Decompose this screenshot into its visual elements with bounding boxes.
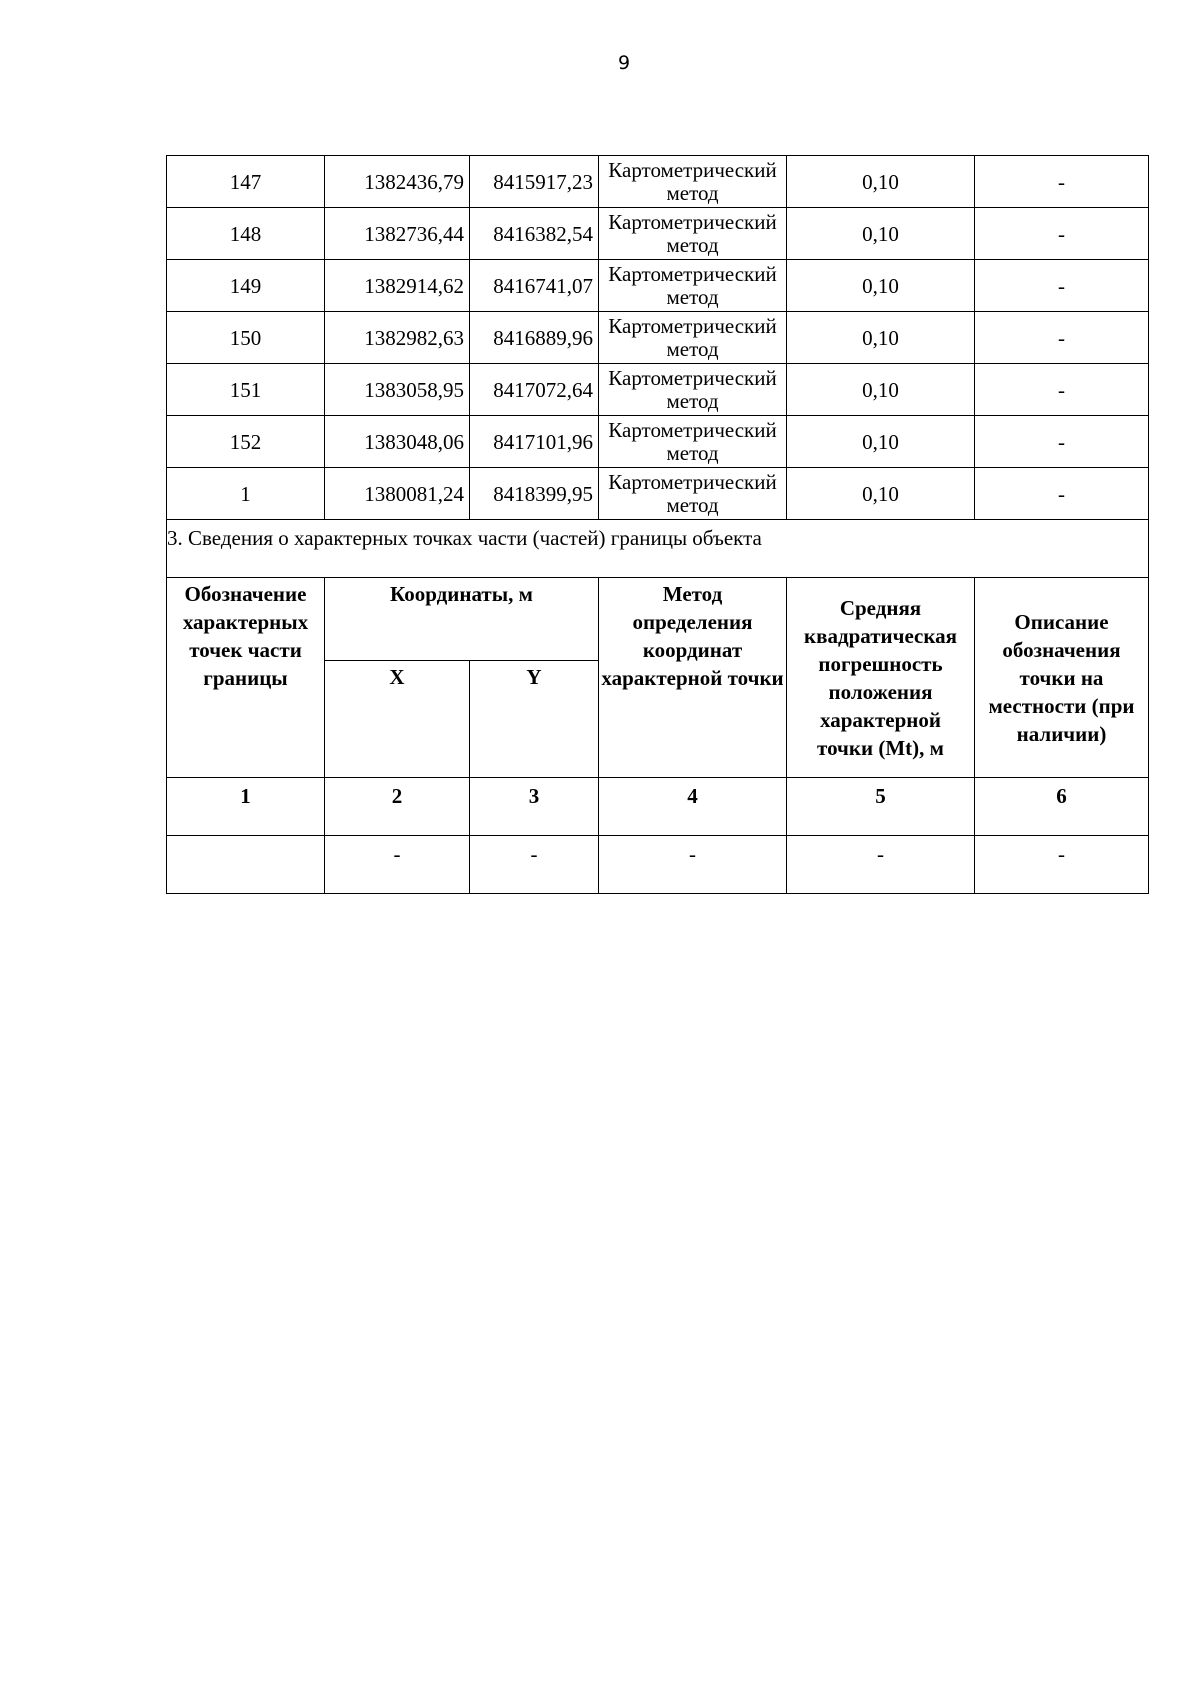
- point-cell: 152: [167, 416, 325, 468]
- method-cell: [599, 208, 787, 260]
- x-cell: 1383048,06: [325, 416, 470, 468]
- point-cell: 150: [167, 312, 325, 364]
- y-cell: 8416741,07: [470, 260, 599, 312]
- method-line: метод: [666, 232, 719, 257]
- empty-data-row: [167, 836, 1149, 894]
- column-numbers-row: [167, 778, 1149, 836]
- method-line: метод: [666, 388, 719, 413]
- section-3: [167, 520, 1149, 894]
- method-cell: [599, 156, 787, 208]
- point-cell: 148: [167, 208, 325, 260]
- method-cell: [599, 364, 787, 416]
- point-cell: 1: [167, 468, 325, 520]
- point-cell: 147: [167, 156, 325, 208]
- x-cell: 1380081,24: [325, 468, 470, 520]
- x-cell: 1382736,44: [325, 208, 470, 260]
- error-cell: 0,10: [787, 312, 975, 364]
- description-cell: -: [975, 208, 1149, 260]
- y-cell: 8417101,96: [470, 416, 599, 468]
- column-number: 1: [167, 778, 325, 836]
- method-line: метод: [666, 180, 719, 205]
- table-row: [167, 468, 1149, 520]
- error-cell: 0,10: [787, 416, 975, 468]
- description-cell: -: [975, 364, 1149, 416]
- error-cell: 0,10: [787, 260, 975, 312]
- description-cell: -: [975, 260, 1149, 312]
- column-number: 4: [599, 778, 787, 836]
- coordinates-table: [166, 155, 1149, 894]
- data-rows: [167, 156, 1149, 520]
- method-cell: [599, 312, 787, 364]
- method-cell: [599, 260, 787, 312]
- table-row: [167, 208, 1149, 260]
- column-number: 3: [470, 778, 599, 836]
- table-row: [167, 364, 1149, 416]
- method-line: Картометрический: [608, 469, 777, 494]
- column-number: 2: [325, 778, 470, 836]
- error-cell: 0,10: [787, 468, 975, 520]
- y-cell: 8416889,96: [470, 312, 599, 364]
- header-method: Метод определения координат характерной точки: [599, 578, 787, 778]
- point-cell: 149: [167, 260, 325, 312]
- y-cell: 8415917,23: [470, 156, 599, 208]
- y-cell: 8417072,64: [470, 364, 599, 416]
- header-error: Средняя квадратическая погрешность положения характерной точки (Mt), м: [787, 578, 975, 778]
- method-line: Картометрический: [608, 261, 777, 286]
- column-number: 6: [975, 778, 1149, 836]
- method-line: метод: [666, 336, 719, 361]
- empty-cell: -: [470, 836, 599, 894]
- x-cell: 1383058,95: [325, 364, 470, 416]
- y-cell: 8416382,54: [470, 208, 599, 260]
- x-cell: 1382914,62: [325, 260, 470, 312]
- page-number: 9: [617, 52, 631, 74]
- error-cell: 0,10: [787, 156, 975, 208]
- table-row: [167, 260, 1149, 312]
- method-line: Картометрический: [608, 417, 777, 442]
- header-x: X: [325, 661, 470, 778]
- method-line: метод: [666, 492, 719, 517]
- method-cell: [599, 468, 787, 520]
- header-point-designation: Обозначение характерных точек части границы: [167, 578, 325, 778]
- section-3-title: 3. Сведения о характерных точках части (частей) границы объекта: [167, 520, 1149, 578]
- y-cell: 8418399,95: [470, 468, 599, 520]
- description-cell: -: [975, 416, 1149, 468]
- method-line: Картометрический: [608, 209, 777, 234]
- method-line: Картометрический: [608, 365, 777, 390]
- column-number: 5: [787, 778, 975, 836]
- description-cell: -: [975, 468, 1149, 520]
- method-line: Картометрический: [608, 157, 777, 182]
- error-cell: 0,10: [787, 364, 975, 416]
- method-line: метод: [666, 284, 719, 309]
- method-cell: [599, 416, 787, 468]
- description-cell: -: [975, 312, 1149, 364]
- point-cell: 151: [167, 364, 325, 416]
- table-row: [167, 156, 1149, 208]
- empty-cell: [167, 836, 325, 894]
- empty-cell: -: [975, 836, 1149, 894]
- method-line: метод: [666, 440, 719, 465]
- table-row: [167, 312, 1149, 364]
- error-cell: 0,10: [787, 208, 975, 260]
- header-coordinates: Координаты, м: [325, 578, 599, 661]
- header-description: Описание обозначения точки на местности (при наличии): [975, 578, 1149, 778]
- description-cell: -: [975, 156, 1149, 208]
- x-cell: 1382982,63: [325, 312, 470, 364]
- method-line: Картометрический: [608, 313, 777, 338]
- table-row: [167, 416, 1149, 468]
- empty-cell: -: [787, 836, 975, 894]
- x-cell: 1382436,79: [325, 156, 470, 208]
- empty-cell: -: [325, 836, 470, 894]
- empty-cell: -: [599, 836, 787, 894]
- header-y: Y: [470, 661, 599, 778]
